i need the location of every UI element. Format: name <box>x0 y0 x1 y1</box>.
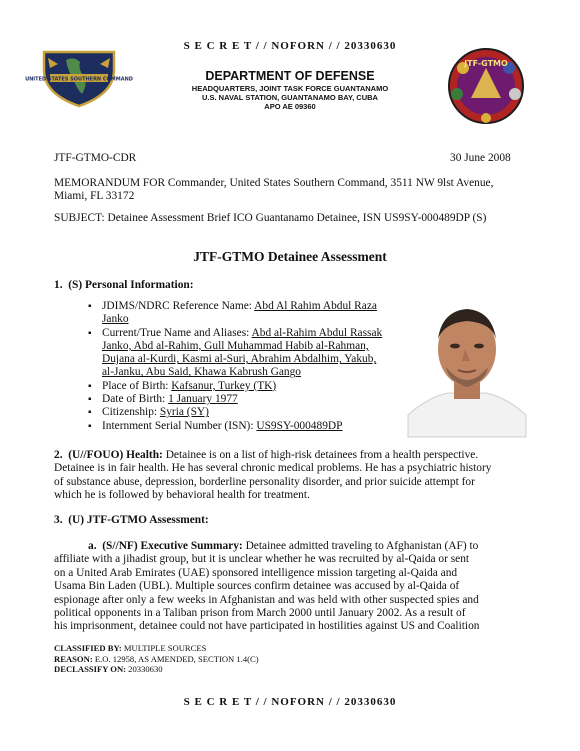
section-2-title: (U//FOUO) Health: <box>68 449 163 461</box>
memo-subject: SUBJECT: Detainee Assessment Brief ICO Guantanamo Detainee, ISN US9SY-000489DP (S) <box>54 212 487 224</box>
aliases-item <box>88 327 408 380</box>
hq-line-3: APO AE 09360 <box>264 102 316 111</box>
section-1-number: 1. <box>54 279 63 291</box>
isn-value: US9SY-000489DP <box>256 419 343 432</box>
summary-line-1 <box>54 540 554 553</box>
executive-summary <box>54 540 554 634</box>
isn-item <box>88 420 408 433</box>
classified-by <box>54 643 259 654</box>
health-line-4: which he is followed by behavioral health for treatment. <box>54 489 310 502</box>
summary-line-6: political opponents in a Taliban prison from March 2000 until January 2002. As a result of <box>54 607 466 620</box>
date-of-birth-value: 1 January 1977 <box>168 393 238 406</box>
southern-command-seal <box>25 48 133 108</box>
memorandum-line-1: MEMORANDUM FOR Commander, United States Southern Command, 3511 NW 9lst Avenue, <box>54 177 494 189</box>
health-line-3: of substance abuse, depression, borderline personality disorder, and prior suicide attempt for <box>54 475 475 488</box>
declassify-on <box>54 664 259 675</box>
summary-label: a. <box>88 540 97 552</box>
place-of-birth-item <box>88 380 408 393</box>
classification-banner-bottom: S E C R E T / / NOFORN / / 20330630 <box>183 696 397 708</box>
health-text-1: Detainee is on a list of high-risk detainees from a health perspective. <box>162 449 479 461</box>
health-line-1 <box>54 449 554 462</box>
memo-date: 30 June 2008 <box>450 152 511 164</box>
declassify-value: 20330630 <box>126 664 163 675</box>
right-seal-text: JTF-GTMO <box>464 59 508 68</box>
personal-info-list <box>88 300 408 433</box>
memorandum-line-2: Miami, FL 33172 <box>54 190 135 203</box>
department-title: DEPARTMENT OF DEFENSE <box>205 69 375 83</box>
summary-text-1: Detainee admitted traveling to Afghanistan (AF) to <box>242 540 479 552</box>
summary-line-4: Usama Bin Laden (UBL). Multiple sources confirm detainee was accused by al-Qaida of <box>54 580 460 593</box>
summary-line-5: espionage after only a few weeks in Afghanistan and was held with other suspected spies and <box>54 593 479 606</box>
section-3-title: (U) JTF-GTMO Assessment: <box>68 514 209 526</box>
classification-block <box>54 643 259 675</box>
place-of-birth-value: Kafsanur, Turkey (TK) <box>171 379 277 392</box>
date-of-birth-item <box>88 393 408 406</box>
reason <box>54 654 259 665</box>
aliases-value-4: al-Janku, Abu Said, Khawa Kabrush Gango <box>102 366 301 379</box>
section-3-number: 3. <box>54 514 63 526</box>
hq-line-1: HEADQUARTERS, JOINT TASK FORCE GUANTANAMO <box>191 84 389 93</box>
hq-address <box>150 84 430 111</box>
summary-line-7: his imprisonment, detainee could not have participated in hostilities against US and Coalition <box>54 620 480 633</box>
citizenship-label: Citizenship: <box>102 406 160 419</box>
place-of-birth-label: Place of Birth: <box>102 379 172 392</box>
section-1-title: (S) Personal Information: <box>68 279 194 291</box>
health-line-2: Detainee is in fair health. He has several chronic medical problems. He has a psychiatric history <box>54 462 492 475</box>
date-of-birth-label: Date of Birth: <box>102 393 169 406</box>
office-symbol: JTF-GTMO-CDR <box>54 152 137 164</box>
jtf-gtmo-seal <box>441 46 531 126</box>
aliases-label: Current/True Name and Aliases: <box>102 326 252 339</box>
classification-banner-top: S E C R E T / / NOFORN / / 20330630 <box>183 40 397 52</box>
section-3-heading <box>54 514 209 527</box>
aliases-value-1: Abd al-Rahim Abdul Rassak <box>251 326 383 339</box>
detainee-photo <box>408 297 526 437</box>
reference-name-label: JDIMS/NDRC Reference Name: <box>102 300 255 312</box>
left-seal-text: UNITED STATES SOUTHERN COMMAND <box>25 76 133 83</box>
aliases-value-2: Janko, Abd al-Rahim, Gull Muhammad Habib al-Rahman, <box>102 339 369 352</box>
isn-label: Internment Serial Number (ISN): <box>102 419 257 432</box>
hq-line-2: U.S. NAVAL STATION, GUANTANAMO BAY, CUBA <box>202 93 378 102</box>
citizenship-value: Syria (SY) <box>159 406 209 419</box>
classified-by-label: CLASSIFIED BY: <box>54 643 122 653</box>
declassify-label: DECLASSIFY ON: <box>54 664 127 675</box>
reference-name-value-1: Abd Al Rahim Abdul Raza <box>254 300 377 312</box>
reference-name-value-2: Janko <box>102 313 129 326</box>
reason-label: REASON: <box>54 653 93 664</box>
section-2-number: 2. <box>54 449 63 461</box>
memorandum-for <box>54 177 554 204</box>
assessment-title: JTF-GTMO Detainee Assessment <box>193 249 387 264</box>
summary-line-3: on a United Arab Emirates (UAE) sponsored intelligence mission targeting al-Qaida and <box>54 566 458 579</box>
citizenship-item <box>88 406 408 419</box>
summary-title: (S//NF) Executive Summary: <box>102 540 243 552</box>
aliases-value-3: Dujana al-Kurdi, Kasmi al-Suri, Abrahim Abdalhim, Yakub, <box>102 353 377 366</box>
reference-name-item <box>88 300 408 327</box>
section-2-health <box>54 449 554 503</box>
reason-value: E.O. 12958, AS AMENDED, SECTION 1.4(C) <box>92 653 259 664</box>
summary-line-2: affiliate with a jihadist group, but it is unclear whether he was recruited by al-Qaida or sent <box>54 553 470 566</box>
section-1-heading <box>54 279 194 292</box>
classified-by-value: MULTIPLE SOURCES <box>121 643 207 653</box>
